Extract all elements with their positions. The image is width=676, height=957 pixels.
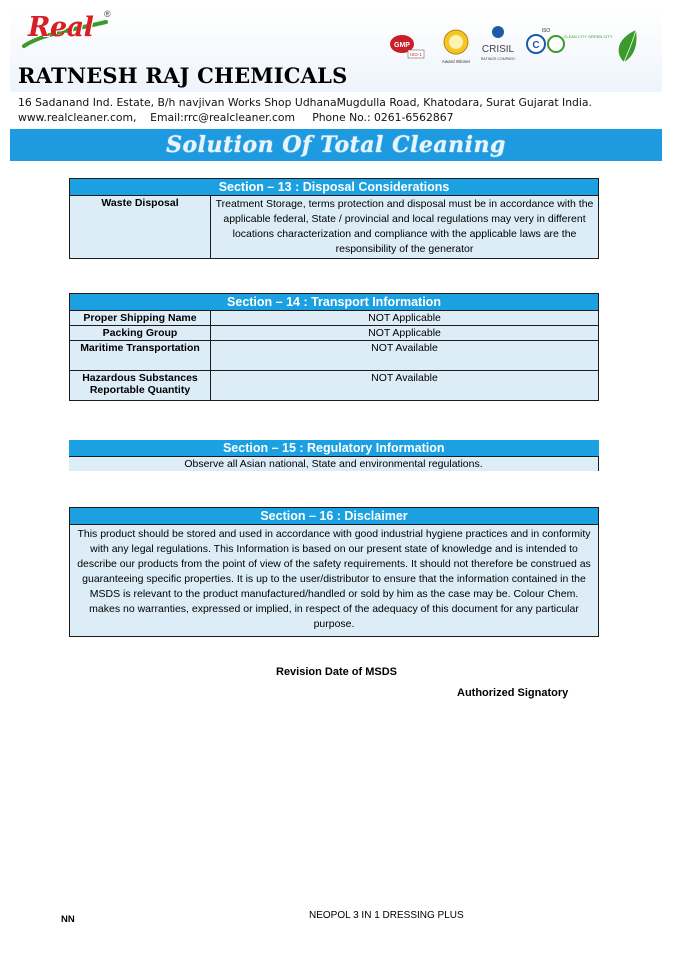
iso-badge-icon bbox=[527, 28, 564, 53]
section-14-title: Section – 14 : Transport Information bbox=[70, 294, 599, 311]
table-row bbox=[70, 341, 599, 371]
svg-text:C: C bbox=[532, 40, 540, 51]
award-label: Award Winner bbox=[441, 59, 471, 64]
disclaimer-text: This product should be stored and used in accordance with good industrial hygiene practices and in conformity with any legal regulations. This Information is based on our present state of knowledge and is intended to describe our products from the point of view of the safety requirements. It should not therefore be construed as guaranteeing specific properties. It is up to the user/distributor to ensure that the information contained in the MSDS is relevant to the product manufactured/handled or sold by him as the case may be. Colour Chem. makes no warranties, expressed or implied, in respect of the adequacy of this document for any particular purpose. bbox=[70, 525, 599, 637]
regulatory-text: Observe all Asian national, State and environmental regulations. bbox=[69, 457, 599, 472]
table-row bbox=[70, 311, 599, 326]
logo-text: Real bbox=[28, 12, 94, 43]
section-14-table bbox=[69, 293, 599, 401]
row-label: Maritime Transportation bbox=[70, 341, 211, 371]
green-label: CLEAN CITY GREEN CITY bbox=[563, 34, 613, 39]
company-address: 16 Sadanand Ind. Estate, B/h navjivan Works Shop UdhanaMugdulla Road, Khatodara, Surat Gujarat India. bbox=[18, 96, 592, 109]
section-15-title: Section – 15 : Regulatory Information bbox=[69, 440, 599, 457]
row-value: NOT Available bbox=[211, 371, 599, 401]
tagline-bar bbox=[10, 129, 662, 161]
revision-date-label: Revision Date of MSDS bbox=[276, 666, 398, 678]
company-contact: www.realcleaner.com, Email:rrc@realcleaner.com Phone No.: 0261-6562867 bbox=[18, 111, 454, 124]
crisil-badge-icon bbox=[481, 26, 516, 61]
section-16-table bbox=[69, 507, 599, 637]
waste-disposal-text: Treatment Storage, terms protection and disposal must be in accordance with the applicable federal, State / provincial and local regulations may very in different locations characterization and compliance with the applicable laws are the responsibility of the generator bbox=[211, 196, 599, 259]
section-13-table bbox=[69, 178, 599, 259]
footer-code: NN bbox=[61, 914, 75, 925]
table-row bbox=[70, 326, 599, 341]
crisil-sub: RATINGS COMPANY bbox=[480, 57, 516, 61]
row-value: NOT Applicable bbox=[211, 326, 599, 341]
row-value: NOT Available bbox=[211, 341, 599, 371]
gmp-badge-icon bbox=[390, 35, 424, 58]
gmp-label: GMP bbox=[394, 42, 410, 49]
award-winner-icon bbox=[442, 30, 471, 64]
authorized-signatory-label: Authorized Signatory bbox=[457, 687, 569, 699]
row-label: Proper Shipping Name bbox=[70, 311, 211, 326]
registered-mark: ® bbox=[104, 9, 111, 19]
footer-product-name: NEOPOL 3 IN 1 DRESSING PLUS bbox=[309, 910, 464, 921]
tagline: Solution Of Total Cleaning bbox=[166, 132, 506, 158]
row-value: NOT Applicable bbox=[211, 311, 599, 326]
row-label: Packing Group bbox=[70, 326, 211, 341]
section-13-title: Section – 13 : Disposal Considerations bbox=[70, 179, 599, 196]
waste-disposal-label: Waste Disposal bbox=[70, 196, 211, 259]
certification-badges bbox=[388, 22, 650, 72]
table-row bbox=[70, 371, 599, 401]
company-name: RATNESH RAJ CHEMICALS bbox=[18, 63, 348, 88]
section-15-table bbox=[69, 440, 599, 471]
green-city-icon bbox=[563, 30, 636, 62]
svg-text:ISO-1: ISO-1 bbox=[410, 52, 422, 57]
row-label: Hazardous Substances Reportable Quantity bbox=[70, 371, 211, 401]
iso-label: ISO bbox=[541, 28, 551, 34]
section-16-title: Section – 16 : Disclaimer bbox=[70, 508, 599, 525]
crisil-label: CRISIL bbox=[481, 44, 515, 55]
